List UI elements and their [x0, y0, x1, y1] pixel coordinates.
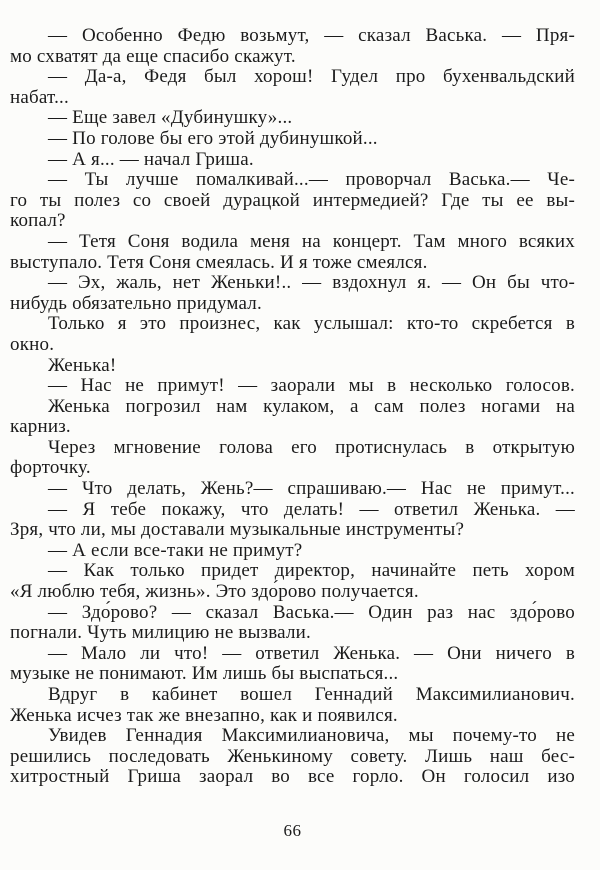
- text-line: — Здо́рово? — сказал Васька.— Один раз нас здо́рово: [48, 601, 575, 623]
- text-line: — Да-а, Федя был хорош! Гудел про бухенвальдский: [48, 66, 575, 88]
- text-line: окно.: [10, 333, 55, 355]
- text-line: — Я тебе покажу, что делать! — ответил Женька. —: [48, 498, 575, 520]
- text-line: погнали. Чуть милицию не вызвали.: [10, 622, 311, 644]
- text-line: «Я люблю тебя, жизнь». Это здо́рово получается.: [10, 581, 419, 603]
- text-line: мо схватят да еще спасибо скажут.: [10, 45, 296, 67]
- text-line: — Что делать, Жень?— спрашиваю.— Нас не примут...: [48, 478, 575, 500]
- text-line: копал?: [10, 210, 66, 232]
- text-line: — Тетя Соня водила меня на концерт. Там много всяких: [48, 230, 575, 252]
- text-line: Зря, что ли, мы доставали музыкальные инструменты?: [10, 519, 465, 541]
- page-number: 66: [283, 820, 302, 840]
- text-line: набат...: [10, 86, 69, 108]
- text-line: — А если все-таки не примут?: [48, 539, 303, 561]
- text-line: Женька погрозил нам кулаком, а сам полез ногами на: [48, 395, 575, 417]
- text-line: Вдруг в кабинет вошел Геннадий Максимилианович.: [48, 684, 575, 705]
- text-line: — Мало ли что! — ответил Женька. — Они ничего в: [48, 642, 575, 664]
- page-text: [10, 26, 575, 788]
- text-line: Только я это произнес, как услышал: кто-то скребется в: [48, 313, 575, 335]
- text-line: форточку.: [10, 457, 91, 479]
- text-line: хитростный Гриша заорал во все горло. Он голосил изо: [10, 766, 575, 788]
- text-line: го ты полез со своей дурацкой интермедией? Где ты ее вы-: [10, 189, 575, 211]
- text-line: — Эх, жаль, нет Женьки!.. — вздохнул я. — Он бы что-: [48, 272, 575, 294]
- text-line: — Особенно Федю возьмут, — сказал Васька. — Пря-: [48, 25, 575, 46]
- text-line: Увидев Геннадия Максимилиановича, мы почему-то не: [48, 725, 575, 747]
- text-line: музыке не понимают. Им лишь бы выспаться...: [10, 663, 399, 685]
- text-line: — Как только придет директор, начинайте петь хором: [48, 560, 575, 582]
- text-line: нибудь обязательно придумал.: [10, 292, 262, 314]
- text-line: Через мгновение голова его протиснулась в открытую: [48, 436, 575, 458]
- text-line: Женька исчез так же внезапно, как и появился.: [10, 704, 398, 726]
- text-line: выступало. Тетя Соня смеялась. И я тоже смеялся.: [10, 251, 428, 273]
- text-line: — Нас не примут! — заорали мы в несколько голосов.: [48, 375, 575, 397]
- text-line: карниз.: [10, 416, 71, 438]
- text-line: — А я... — начал Гриша.: [48, 148, 254, 170]
- text-line: — Еще завел «Дубинушку»...: [48, 107, 293, 129]
- text-line: — Ты лучше помалкивай...— проворчал Васька.— Че-: [48, 169, 575, 191]
- text-line: — По голове бы его этой дубинушкой...: [48, 127, 378, 149]
- text-line: решились последовать Женькиному совету. Лишь наш бес-: [10, 745, 575, 767]
- text-line: Женька!: [48, 354, 117, 376]
